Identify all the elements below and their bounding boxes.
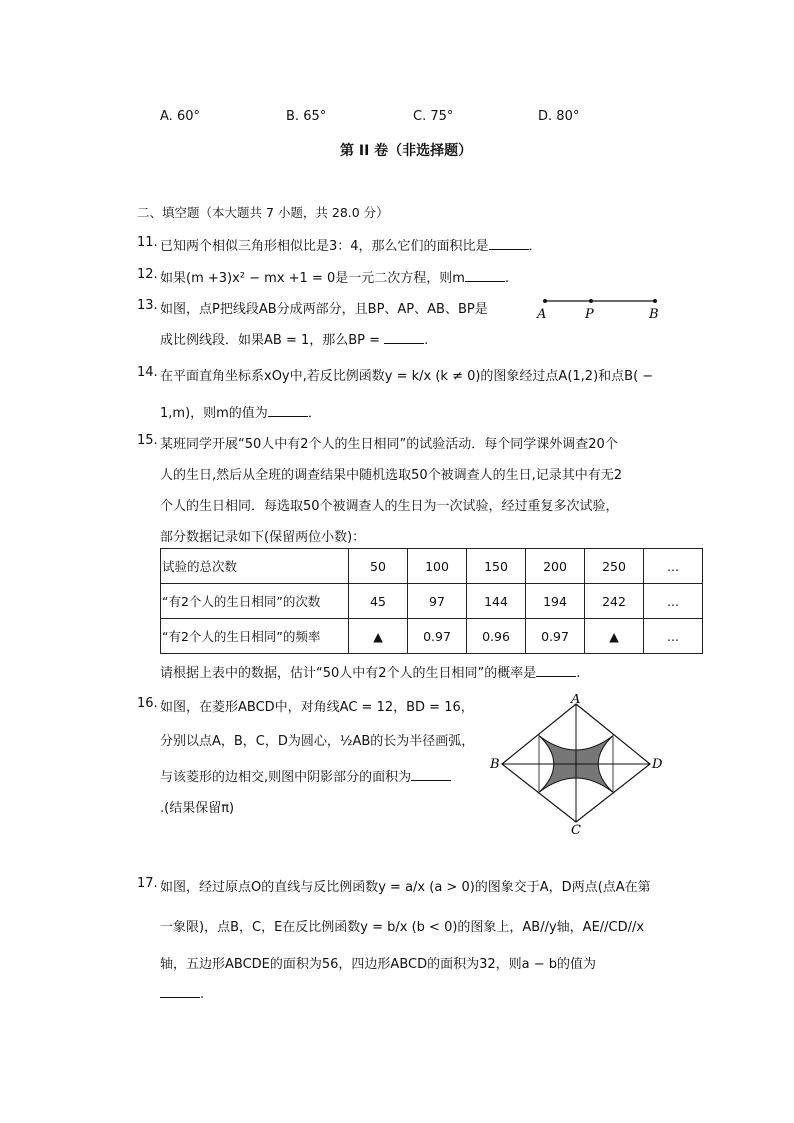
table-row [161, 619, 703, 654]
table-cell: ... [644, 619, 703, 654]
q14-line1: 在平面直角坐标系xOy中,若反比例函数y = k/x (k ≠ 0)的图象经过点A(1,2)和点B( − [160, 369, 654, 384]
choice-d: D. 80° [538, 109, 580, 124]
table-cell: 0.97 [526, 619, 585, 654]
table-cell: 50 [349, 549, 408, 584]
choice-c: C. 75° [413, 109, 454, 124]
answer-blank[interactable] [465, 269, 505, 282]
table-cell: 242 [585, 584, 644, 619]
q13-line2: 成比例线段．如果AB = 1，那么BP = . [160, 333, 429, 348]
answer-blank[interactable] [160, 985, 200, 998]
label-b: B [649, 307, 659, 322]
table-cell: 100 [408, 549, 467, 584]
q14-line2: 1,m)，则m的值为 ． [160, 406, 321, 421]
q17-number: 17. [137, 876, 158, 891]
q17-line4: . [160, 985, 204, 1002]
answer-blank[interactable] [536, 664, 576, 677]
row-header: “有2个人的生日相同”的次数 [161, 584, 349, 619]
part-header: 二、填空题（本大题共 7 小题，共 28.0 分） [137, 205, 389, 220]
table-row [161, 584, 703, 619]
table-cell: ▲ [585, 619, 644, 654]
section-title: 第 II 卷（非选择题） [340, 143, 473, 159]
q15-after: 请根据上表中的数据，估计“50人中有2个人的生日相同”的概率是 . [160, 666, 581, 681]
label-a: A [571, 694, 581, 707]
answer-blank[interactable] [268, 404, 308, 417]
answer-blank[interactable] [384, 331, 424, 344]
answer-blank[interactable] [411, 768, 451, 781]
q13-number: 13. [137, 298, 158, 313]
row-header: 试验的总次数 [161, 549, 349, 584]
label-a: A [537, 307, 547, 322]
row-header: “有2个人的生日相同”的频率 [161, 619, 349, 654]
table-cell: 0.96 [467, 619, 526, 654]
q16-line4: .(结果保留π) [160, 801, 235, 816]
q11-text: 已知两个相似三角形相似比是3：4，那么它们的面积比是 ． [160, 239, 542, 254]
q11-number: 11. [137, 235, 158, 250]
table-cell: 150 [467, 549, 526, 584]
table-cell: 45 [349, 584, 408, 619]
q17-line1: 如图，经过原点O的直线与反比例函数y = a/x (a > 0)的图象交于A，D两点(点A在第 [160, 880, 651, 895]
q16-line2: 分别以点A，B，C，D为圆心，½AB的长为半径画弧， [160, 734, 475, 749]
rhombus-figure [488, 694, 668, 834]
choice-b: B. 65° [286, 109, 327, 124]
q16-line3: 与该菱形的边相交,则图中阴影部分的面积为 [160, 766, 451, 785]
q15-number: 15. [137, 433, 158, 448]
experiment-table [160, 548, 703, 654]
q15-line3: 个人的生日相同．每选取50个被调查人的生日为一次试验，经过重复多次试验， [160, 499, 619, 514]
q14-number: 14. [137, 365, 158, 380]
q17-line2: 一象限)，点B，C，E在反比例函数y = b/x (b < 0)的图象上，AB//y轴，AE//CD//x [160, 920, 645, 935]
q17-line3: 轴，五边形ABCDE的面积为56，四边形ABCD的面积为32，则a − b的值为 [160, 957, 597, 972]
table-cell: 250 [585, 549, 644, 584]
table-cell: 144 [467, 584, 526, 619]
table-row [161, 549, 703, 584]
q16-line1: 如图，在菱形ABCD中，对角线AC = 12，BD = 16， [160, 700, 474, 715]
table-cell: 0.97 [408, 619, 467, 654]
table-cell: 200 [526, 549, 585, 584]
q15-line4: 部分数据记录如下(保留两位小数)： [160, 530, 366, 545]
q12-number: 12. [137, 267, 158, 282]
table-cell: ... [644, 584, 703, 619]
label-b: B [490, 757, 500, 772]
table-cell: 97 [408, 584, 467, 619]
table-cell: 194 [526, 584, 585, 619]
q15-line1: 某班同学开展“50人中有2个人的生日相同”的试验活动．每个同学课外调查20个 [160, 437, 618, 452]
q12-text: 如果(m +3)x² − mx +1 = 0是一元二次方程，则m . [160, 271, 510, 286]
answer-blank[interactable] [489, 237, 529, 250]
label-d: D [652, 757, 663, 772]
label-c: C [571, 823, 581, 834]
table-cell: ... [644, 549, 703, 584]
table-cell: ▲ [349, 619, 408, 654]
choice-a: A. 60° [160, 109, 200, 124]
label-p: P [585, 307, 594, 322]
q15-line2: 人的生日,然后从全班的调查结果中随机选取50个被调查人的生日,记录其中有无2 [160, 468, 623, 483]
segment-figure [530, 293, 670, 323]
q13-line1: 如图，点P把线段AB分成两部分，且BP、AP、AB、BP是 [160, 302, 488, 317]
q16-number: 16. [137, 696, 158, 711]
